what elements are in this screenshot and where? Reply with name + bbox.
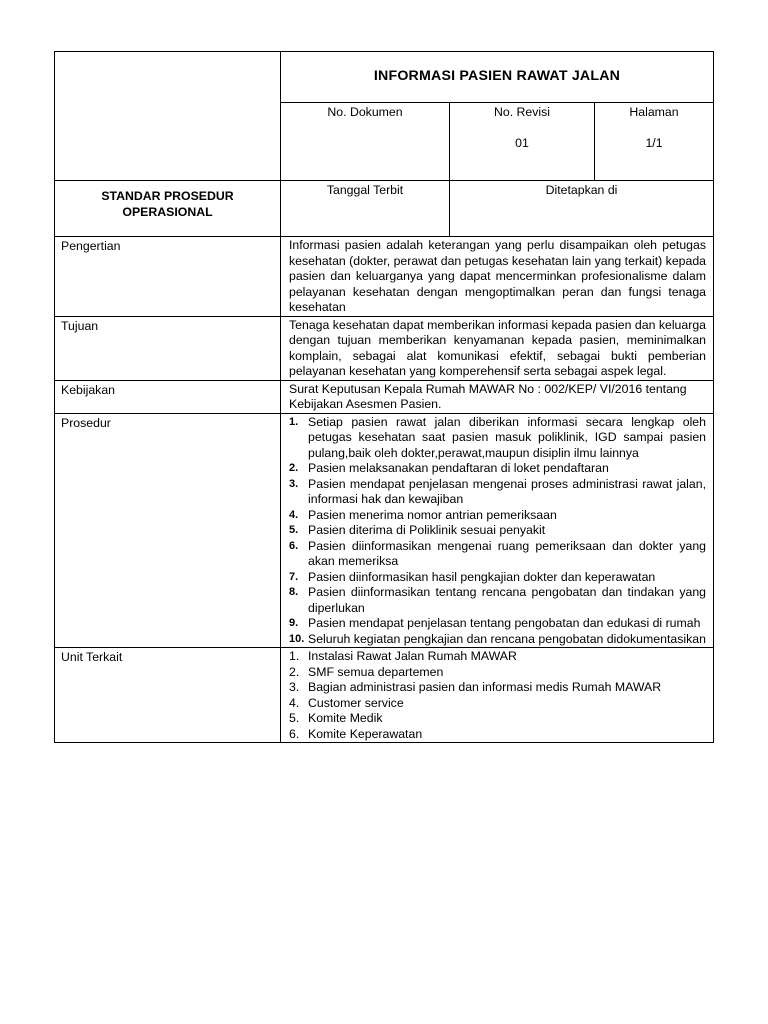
procedure-step (289, 616, 706, 632)
unit-text: Komite Medik (308, 711, 383, 725)
kebijakan-label: Kebijakan (55, 380, 281, 413)
procedure-step (289, 523, 706, 539)
procedure-step (289, 415, 706, 462)
step-text: Pasien diinformasikan mengenai ruang pemeriksaan dan dokter yang akan memeriksa (308, 538, 706, 568)
step-number: 6. (289, 539, 299, 552)
step-text: Pasien diterima di Poliklinik sesuai penyakit (308, 523, 546, 537)
procedure-step (289, 539, 706, 570)
step-text: Pasien diinformasikan hasil pengkajian dokter dan keperawatan (308, 569, 656, 584)
unit-text: Bagian administrasi pasien dan informasi medis Rumah MAWAR (308, 680, 662, 694)
unit-item (289, 665, 706, 681)
unit-list (289, 649, 706, 742)
header-row-title (55, 52, 714, 103)
step-number: 1. (289, 415, 299, 428)
logo-cell (55, 52, 281, 181)
unit-terkait-label: Unit Terkait (55, 648, 281, 743)
step-text: Pasien mendapat penjelasan tentang pengobatan dan edukasi di rumah (308, 616, 701, 630)
row-pengertian (55, 237, 714, 317)
revision-value: 01 (515, 135, 529, 150)
step-number: 7. (289, 570, 299, 583)
unit-item (289, 680, 706, 696)
procedure-step (289, 570, 706, 586)
unit-number: 3. (289, 680, 300, 694)
unit-number: 1. (289, 649, 300, 663)
row-kebijakan (55, 380, 714, 413)
issue-date-label: Tanggal Terbit (281, 181, 450, 236)
unit-text: Customer service (308, 695, 404, 710)
title-cell (281, 52, 714, 103)
procedure-step (289, 477, 706, 508)
sop-table (54, 51, 714, 743)
header-row-sop (55, 181, 714, 237)
unit-text: Komite Keperawatan (308, 726, 423, 741)
page-label: Halaman (629, 105, 679, 119)
procedure-step (289, 508, 706, 524)
unit-text: Instalasi Rawat Jalan Rumah MAWAR (308, 649, 517, 663)
step-number: 9. (289, 617, 299, 629)
doc-number-label: No. Dokumen (327, 105, 403, 119)
step-number: 8. (289, 586, 299, 598)
meta-cell (281, 103, 714, 181)
unit-number: 4. (289, 695, 300, 710)
revision-label: No. Revisi (493, 105, 551, 119)
step-text: Pasien diinformasikan tentang rencana pengobatan dan tindakan yang diperlukan (308, 585, 706, 615)
prosedur-label: Prosedur (55, 413, 281, 648)
page-value: 1/1 (645, 135, 663, 150)
revision-col (450, 103, 595, 180)
unit-number: 2. (289, 664, 300, 679)
step-text: Pasien mendapat penjelasan mengenai proses administrasi rawat jalan, informasi hak dan kewajiban (308, 476, 706, 506)
step-text: Setiap pasien rawat jalan diberikan informasi secara lengkap oleh petugas kesehatan saat pasien masuk poliklinik, IGD sampai pasien pulang,baik oleh dokter,perawat,maupun disiplin ilmu lainnya (308, 414, 706, 460)
pengertian-label: Pengertian (55, 237, 281, 317)
unit-terkait-content (281, 648, 714, 743)
step-text: Pasien menerima nomor antrian pemeriksaan (308, 507, 557, 522)
unit-item (289, 711, 706, 727)
unit-item (289, 727, 706, 743)
doc-number-col (281, 103, 450, 180)
procedure-step (289, 461, 706, 477)
row-tujuan (55, 316, 714, 380)
unit-item (289, 696, 706, 712)
tujuan-text: Tenaga kesehatan dapat memberikan informasi kepada pasien dan keluarga dengan tujuan memberikan kenyamanan kepada pasien, meminimalkan komplain, sebagai alat komunikasi efektif, sebagai bukti pemberian pelayanan kesehatan yang komperehensif serta sebagai aspek legal. (281, 316, 714, 380)
step-text: Seluruh kegiatan pengkajian dan rencana pengobatan didokumentasikan (308, 631, 706, 646)
step-number: 3. (289, 477, 299, 490)
unit-item (289, 649, 706, 665)
procedure-step (289, 585, 706, 616)
pengertian-text: Informasi pasien adalah keterangan yang perlu disampaikan oleh petugas kesehatan (dokter, perawat dan petugas kesehatan lain yang terkait) kepada pasien dan keluarganya yang dapat mencerminkan profesionalisme dalam pelayanan kesehatan dengan mengoptimalkan peran dan fungsi tenaga kesehatan (281, 237, 714, 317)
kebijakan-text: Surat Keputusan Kepala Rumah MAWAR No : 002/KEP/ VI/2016 tentang Kebijakan Asesmen Pasien. (281, 380, 714, 413)
established-label: Ditetapkan di (545, 183, 618, 197)
step-text: Pasien melaksanakan pendaftaran di loket pendaftaran (308, 461, 609, 475)
row-unit-terkait (55, 648, 714, 743)
step-number: 4. (289, 508, 299, 521)
procedure-step (289, 632, 706, 648)
row-prosedur (55, 413, 714, 648)
step-number: 10. (289, 632, 305, 645)
page-col (595, 103, 713, 180)
sop-title: STANDAR PROSEDUR OPERASIONAL (101, 189, 234, 219)
document-title: INFORMASI PASIEN RAWAT JALAN (373, 68, 621, 85)
unit-number: 6. (289, 726, 300, 741)
procedure-list (289, 415, 706, 648)
date-cell (281, 181, 714, 237)
tujuan-label: Tujuan (55, 316, 281, 380)
step-number: 5. (289, 524, 299, 536)
unit-text: SMF semua departemen (308, 664, 444, 679)
unit-number: 5. (289, 711, 300, 725)
prosedur-content (281, 413, 714, 648)
sop-title-cell (55, 181, 281, 237)
step-number: 2. (289, 462, 299, 474)
